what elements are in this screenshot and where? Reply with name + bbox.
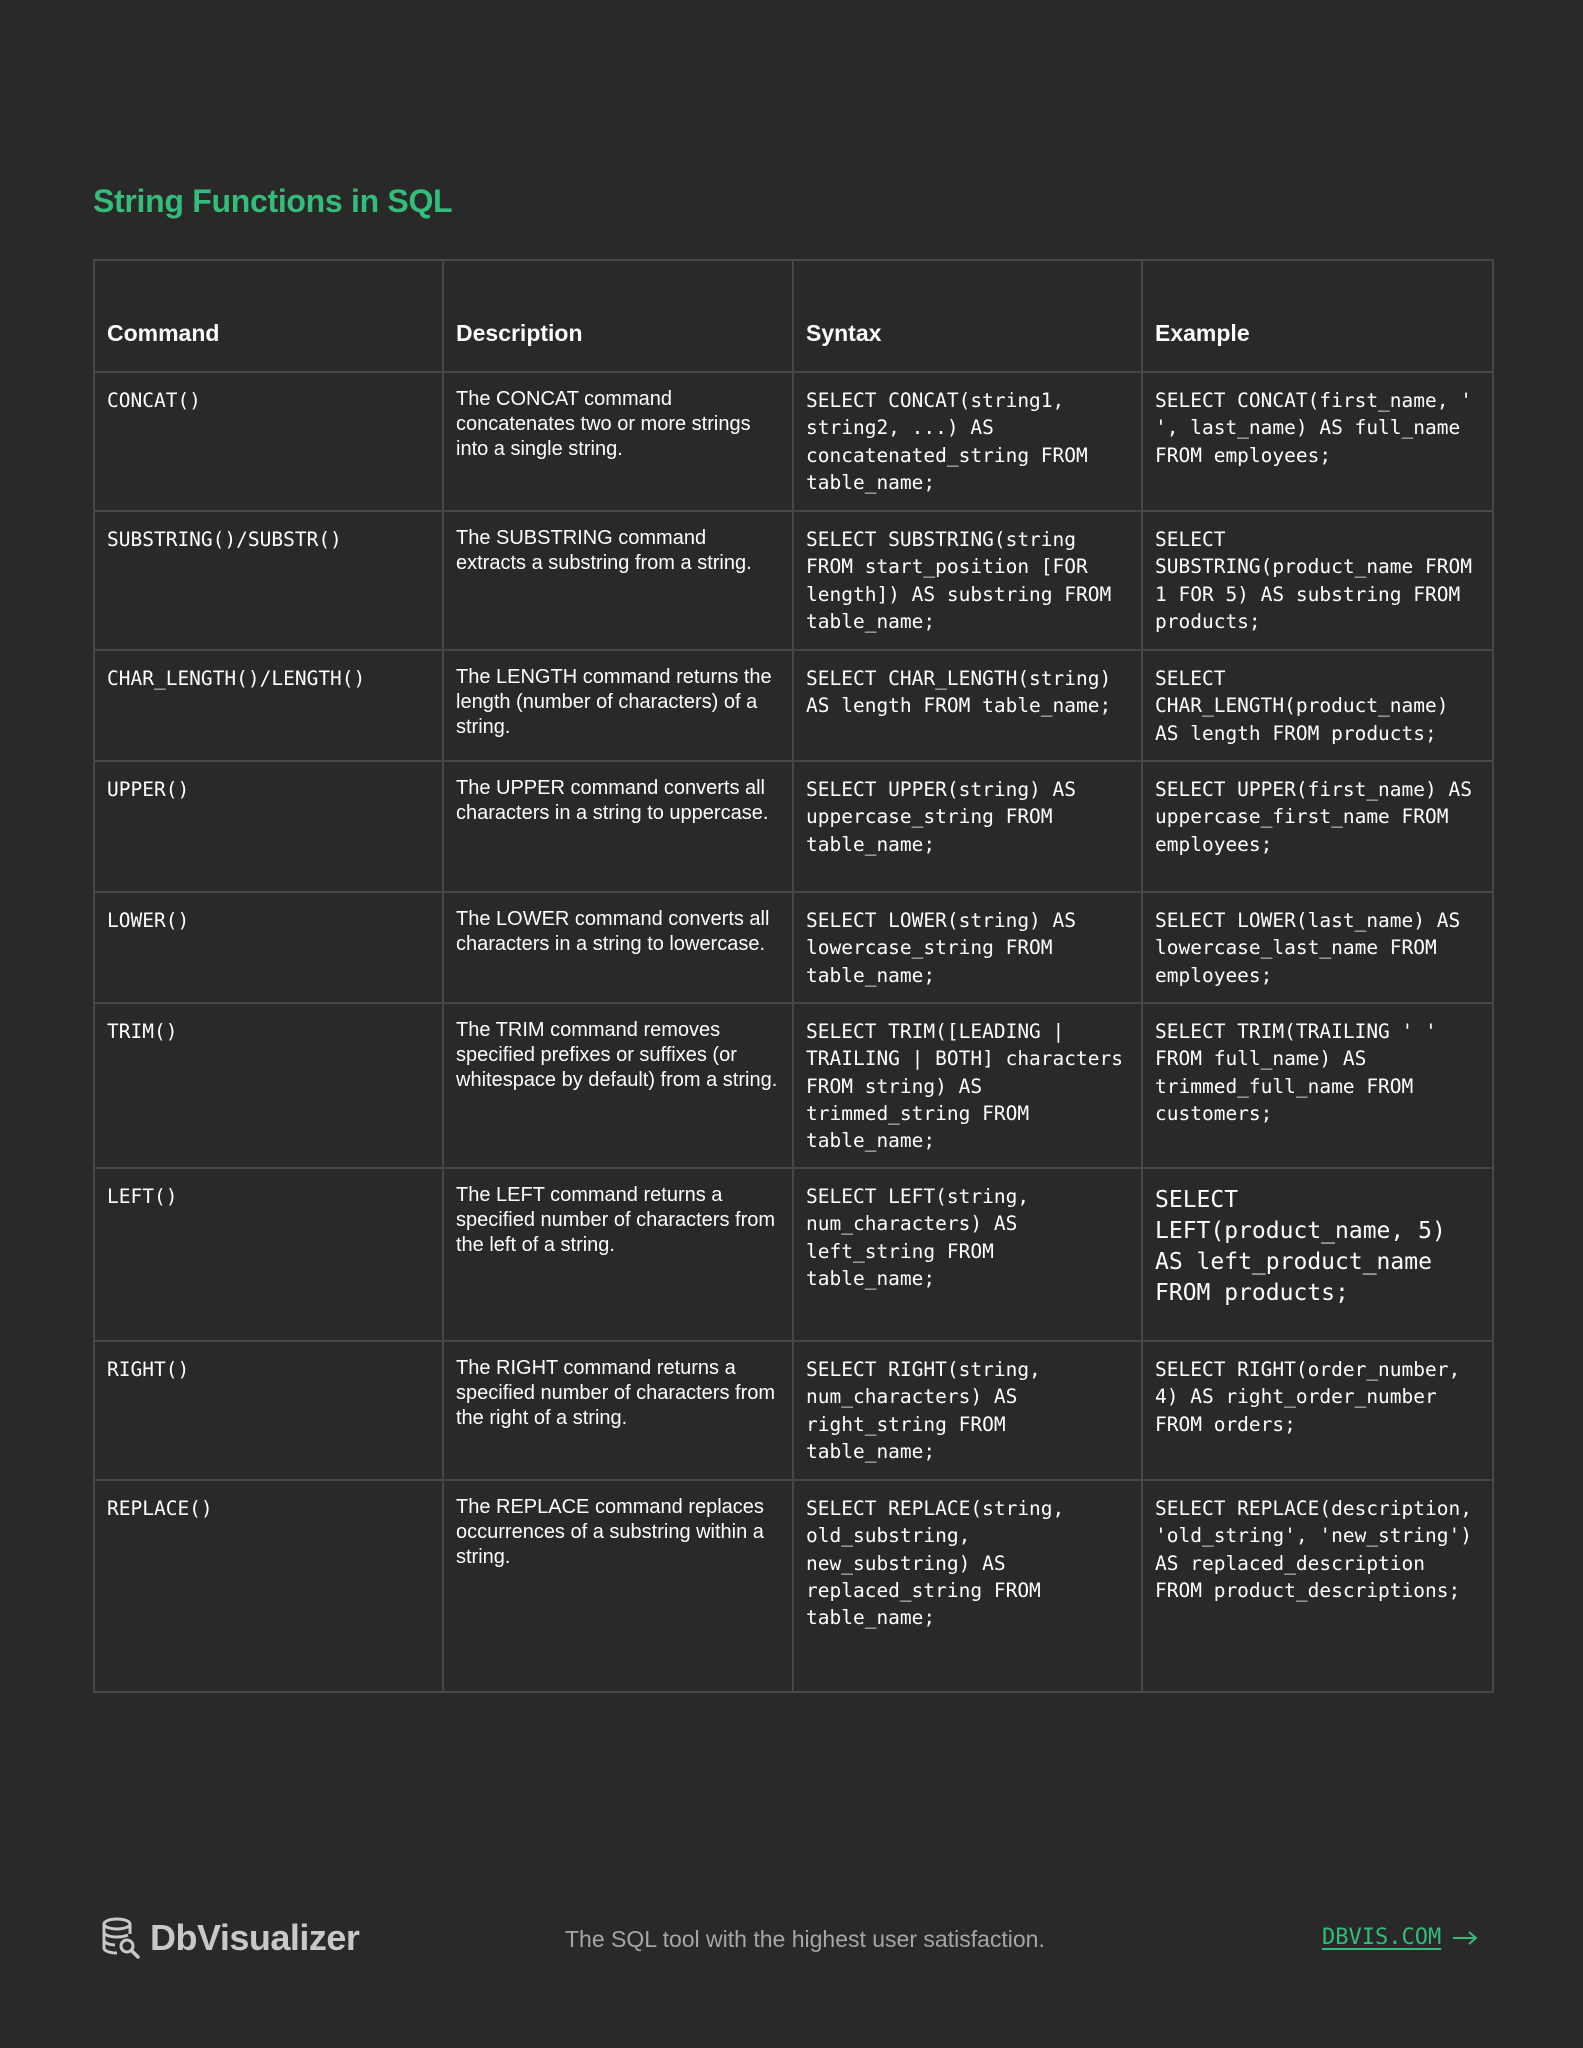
example-cell: SELECT REPLACE(description, 'old_string', 'new_string') AS replaced_description FROM product_descriptions;: [1142, 1480, 1493, 1692]
example-cell: SELECT TRIM(TRAILING ' ' FROM full_name) AS trimmed_full_name FROM customers;: [1142, 1003, 1493, 1168]
command-cell: UPPER(): [94, 761, 443, 892]
example-cell: SELECT SUBSTRING(product_name FROM 1 FOR 5) AS substring FROM products;: [1142, 511, 1493, 650]
example-cell: SELECT LEFT(product_name, 5) AS left_product_name FROM products;: [1142, 1168, 1493, 1341]
dbvisualizer-logo: [100, 1917, 359, 1959]
dbvis-link[interactable]: [1322, 1925, 1479, 1950]
dbvis-link-text[interactable]: DBVIS.COM: [1322, 1925, 1442, 1950]
database-search-icon: [100, 1917, 142, 1959]
table-row: [94, 1480, 1493, 1692]
syntax-cell: SELECT RIGHT(string, num_characters) AS right_string FROM table_name;: [793, 1341, 1142, 1480]
syntax-cell: SELECT REPLACE(string, old_substring, new_substring) AS replaced_string FROM table_name;: [793, 1480, 1142, 1692]
example-cell: SELECT UPPER(first_name) AS uppercase_first_name FROM employees;: [1142, 761, 1493, 892]
syntax-cell: SELECT SUBSTRING(string FROM start_position [FOR length]) AS substring FROM table_name;: [793, 511, 1142, 650]
table-header-row: [94, 260, 1493, 372]
tagline: The SQL tool with the highest user satisfaction.: [565, 1926, 1045, 1952]
description-cell: The REPLACE command replaces occurrences of a substring within a string.: [443, 1480, 793, 1692]
page-title: String Functions in SQL: [93, 183, 453, 219]
description-cell: The LOWER command converts all characters in a string to lowercase.: [443, 892, 793, 1003]
table-row: [94, 892, 1493, 1003]
table-row: [94, 650, 1493, 761]
description-cell: The CONCAT command concatenates two or more strings into a single string.: [443, 372, 793, 511]
description-cell: The LENGTH command returns the length (number of characters) of a string.: [443, 650, 793, 761]
command-cell: LOWER(): [94, 892, 443, 1003]
brand-name: DbVisualizer: [150, 1917, 360, 1958]
syntax-cell: SELECT LOWER(string) AS lowercase_string FROM table_name;: [793, 892, 1142, 1003]
description-cell: The UPPER command converts all characters in a string to uppercase.: [443, 761, 793, 892]
syntax-cell: SELECT LEFT(string, num_characters) AS left_string FROM table_name;: [793, 1168, 1142, 1341]
header-example: Example: [1142, 260, 1493, 372]
table-row: [94, 511, 1493, 650]
example-cell: SELECT CONCAT(first_name, ' ', last_name) AS full_name FROM employees;: [1142, 372, 1493, 511]
command-cell: REPLACE(): [94, 1480, 443, 1692]
header-command: Command: [94, 260, 443, 372]
example-cell: SELECT RIGHT(order_number, 4) AS right_order_number FROM orders;: [1142, 1341, 1493, 1480]
syntax-cell: SELECT CONCAT(string1, string2, ...) AS concatenated_string FROM table_name;: [793, 372, 1142, 511]
command-cell: SUBSTRING()/SUBSTR(): [94, 511, 443, 650]
syntax-cell: SELECT TRIM([LEADING | TRAILING | BOTH] characters FROM string) AS trimmed_string FROM table_name;: [793, 1003, 1142, 1168]
header-syntax: Syntax: [793, 260, 1142, 372]
table-row: [94, 1168, 1493, 1341]
description-cell: The TRIM command removes specified prefixes or suffixes (or whitespace by default) from a string.: [443, 1003, 793, 1168]
example-cell: SELECT LOWER(last_name) AS lowercase_last_name FROM employees;: [1142, 892, 1493, 1003]
command-cell: TRIM(): [94, 1003, 443, 1168]
example-cell: SELECT CHAR_LENGTH(product_name) AS length FROM products;: [1142, 650, 1493, 761]
description-cell: The RIGHT command returns a specified number of characters from the right of a string.: [443, 1341, 793, 1480]
table-row: [94, 372, 1493, 511]
syntax-cell: SELECT UPPER(string) AS uppercase_string FROM table_name;: [793, 761, 1142, 892]
arrow-right-icon[interactable]: [1451, 1930, 1479, 1946]
command-cell: CONCAT(): [94, 372, 443, 511]
header-description: Description: [443, 260, 793, 372]
command-cell: RIGHT(): [94, 1341, 443, 1480]
command-cell: LEFT(): [94, 1168, 443, 1341]
string-functions-table: [93, 259, 1494, 1693]
command-cell: CHAR_LENGTH()/LENGTH(): [94, 650, 443, 761]
syntax-cell: SELECT CHAR_LENGTH(string) AS length FROM table_name;: [793, 650, 1142, 761]
table-row: [94, 1003, 1493, 1168]
description-cell: The LEFT command returns a specified number of characters from the left of a string.: [443, 1168, 793, 1341]
description-cell: The SUBSTRING command extracts a substring from a string.: [443, 511, 793, 650]
table-row: [94, 761, 1493, 892]
table-row: [94, 1341, 1493, 1480]
